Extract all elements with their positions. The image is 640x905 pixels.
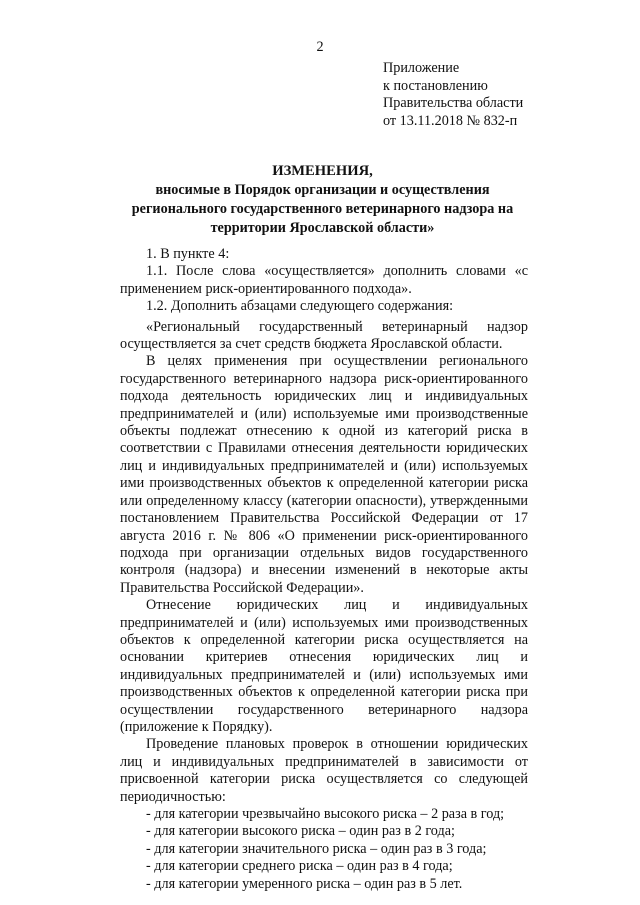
paragraph-risk-categories: Отнесение юридических лиц и индивидуальных предпринимателей и (или) используемых ими производственных объектов к определенной категории риска осуществляется на основании критериев отнесения юридических лиц и индивидуальных предпринимателей и (или) используемых ими производственных объектов к определенной категории риска при осуществлении государственного ветеринарного надзора (приложение к Порядку). <box>120 597 528 735</box>
attachment-line: Приложение <box>383 60 460 76</box>
list-item: - для категории чрезвычайно высокого риска – 2 раза в год; <box>146 806 505 822</box>
paragraph-point-1-1: 1.1. После слова «осуществляется» дополнить словами «с применением риск-ориентированного подхода». <box>120 263 528 297</box>
list-item: - для категории высокого риска – один раз в 2 года; <box>146 823 455 840</box>
paragraph-point-1: 1. В пункте 4: <box>146 246 230 262</box>
paragraph-inspection-frequency: Проведение плановых проверок в отношении юридических лиц и индивидуальных предпринимателей в зависимости от присвоенной категории риска осуществляется со следующей периодичностью: <box>120 736 528 805</box>
paragraph-point-1-2: 1.2. Дополнить абзацами следующего содержания: <box>146 298 454 315</box>
document-title: ИЗМЕНЕНИЯ, <box>272 163 373 179</box>
attachment-line: от 13.11.2018 № 832-п <box>383 112 518 129</box>
attachment-line: к постановлению <box>383 77 488 94</box>
paragraph-risk-approach: В целях применения при осуществлении регионального государственного ветеринарного надзора риск-ориентированного подхода деятельность юридических лиц и индивидуальных предпринимателей и (или) используемые ими производственные объекты подлежат отнесению к одной из категорий риска в соответствии с Правилами отнесения деятельности юридических лиц и индивидуальных предпринимателей и (или) используемых ими производственных объектов к определенной категории риска или определенному классу (категории опасности), утвержденными постановлением Правительства Российской Федерации от 17 августа 2016 г. № 806 «О применении риск-ориентированного подхода при организации отдельных видов государственного контроля (надзора) и внесении изменений в некоторые акты Правительства Российской Федерации». <box>120 353 528 596</box>
list-item: - для категории умеренного риска – один раз в 5 лет. <box>146 875 463 892</box>
attachment-block <box>383 60 583 130</box>
page-number: 2 <box>316 39 324 55</box>
list-item: - для категории значительного риска – один раз в 3 года; <box>146 840 487 857</box>
document-subtitle: вносимые в Порядок организации и осуществления регионального государственного ветеринарного надзора на территории Ярославской области» <box>131 182 514 236</box>
document-body <box>120 246 528 893</box>
title-block <box>110 162 535 238</box>
list-item: - для категории среднего риска – один раз в 4 года; <box>146 858 453 875</box>
attachment-line: Правительства области <box>383 95 524 111</box>
paragraph-funding: «Региональный государственный ветеринарный надзор осуществляется за счет средств бюджета Ярославской области. <box>120 318 528 353</box>
frequency-list <box>120 806 528 893</box>
